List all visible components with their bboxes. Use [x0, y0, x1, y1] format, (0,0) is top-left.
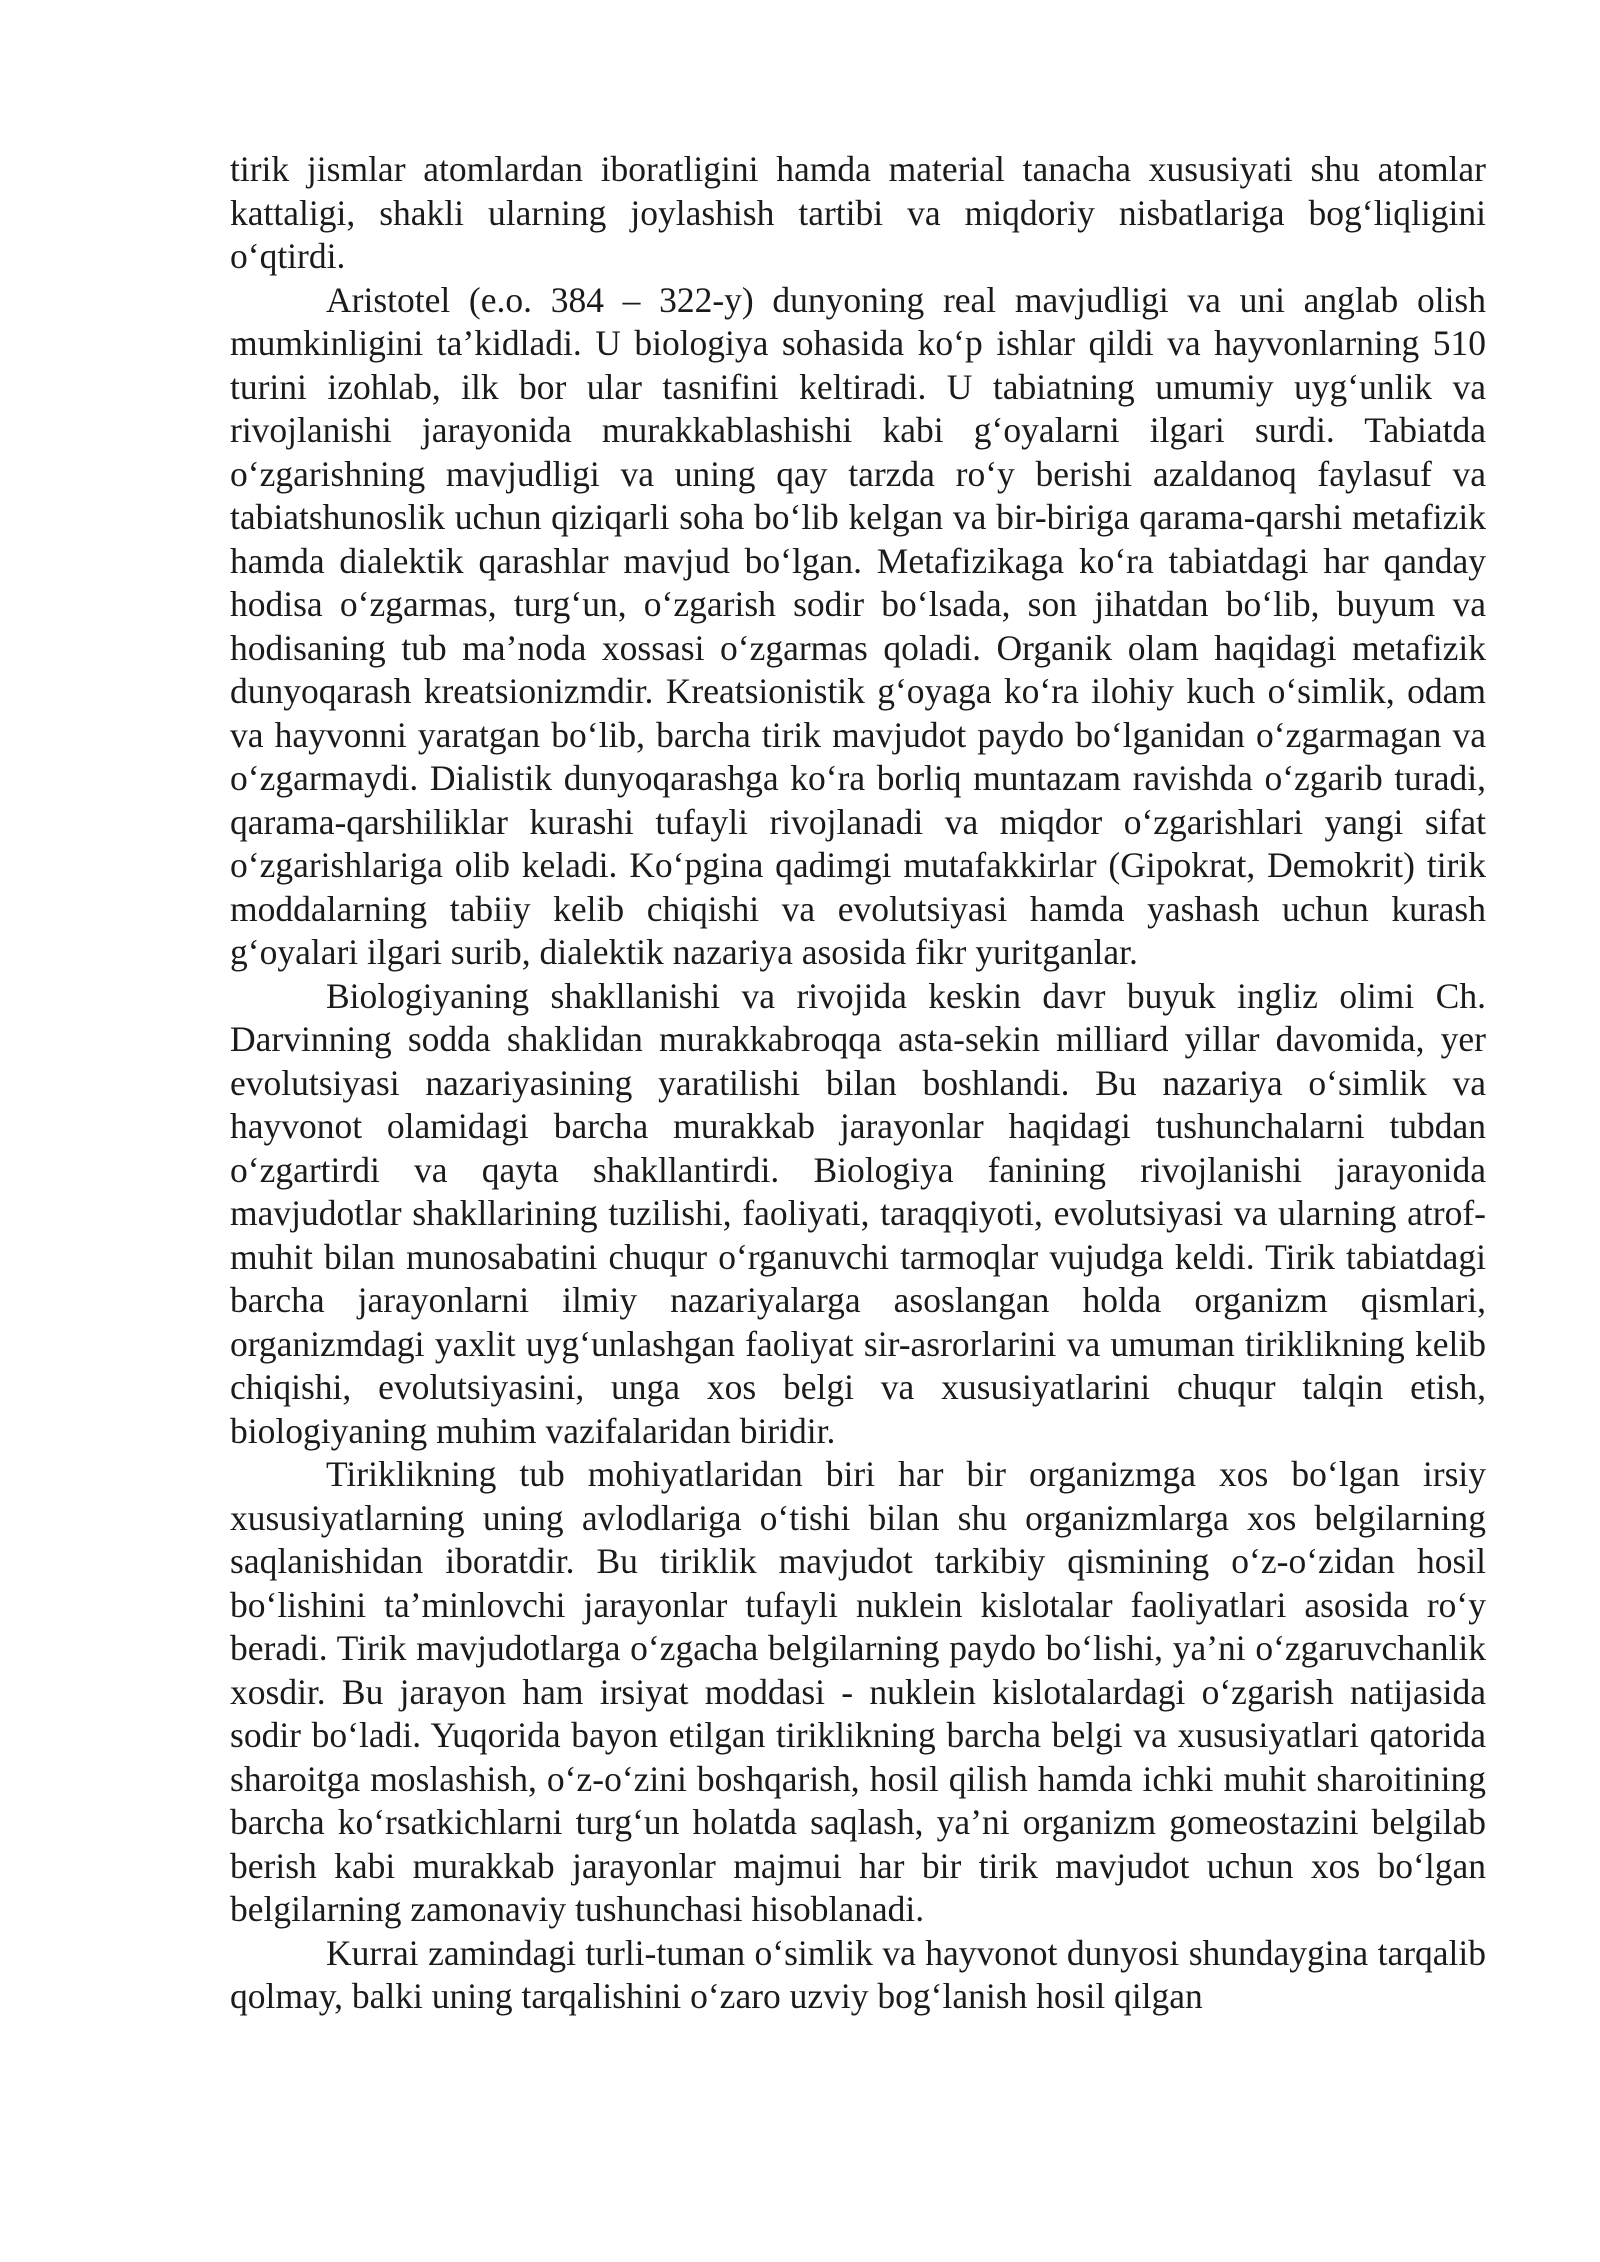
- paragraph-tiriklik-mohiyati: Tiriklikning tub mohiyatlaridan biri har bir organizmga xos bo‘lgan irsiy xususiyatlarning uning avlodlariga o‘tishi bilan shu organizmlarga xos belgilarning saqlanishidan iboratdir. Bu tiriklik mavjudot tarkibiy qismining o‘z-o‘zidan hosil bo‘lishini ta’minlovchi jarayonlar tufayli nuklein kislotalar faoliyatlari asosida ro‘y beradi. Tirik mavjudotlarga o‘zgacha belgilarning paydo bo‘lishi, ya’ni o‘zgaruvchanlik xosdir. Bu jarayon ham irsiyat moddasi - nuklein kislotalardagi o‘zgarish natijasida sodir bo‘ladi. Yuqorida bayon etilgan tiriklikning barcha belgi va xususiyatlari qatorida sharoitga moslashish, o‘z-o‘zini boshqarish, hosil qilish hamda ichki muhit sharoitining barcha ko‘rsatkichlarni turg‘un holatda saqlash, ya’ni organizm gomeostazini belgilab berish kabi murakkab jarayonlar majmui har bir tirik mavjudot uchun xos bo‘lgan belgilarning zamonaviy tushunchasi hisoblanadi.: [230, 1454, 1486, 1929]
- document-page: [230, 148, 1486, 2019]
- paragraph-aristotel: Aristotel (e.o. 384 – 322-y) dunyoning real mavjudligi va uni anglab olish mumkinligini ta’kidladi. U biologiya sohasida ko‘p ishlar qildi va hayvonlarning 510 turini izohlab, ilk bor ular tasnifini keltiradi. U tabiatning umumiy uyg‘unlik va rivojlanishi jarayonida murakkablashishi kabi g‘oyalarni ilgari surdi. Tabiatda o‘zgarishning mavjudligi va uning qay tarzda ro‘y berishi azaldanoq faylasuf va tabiatshunoslik uchun qiziqarli soha bo‘lib kelgan va bir-biriga qarama-qarshi metafizik hamda dialektik qarashlar mavjud bo‘lgan. Metafizikaga ko‘ra tabiatdagi har qanday hodisa o‘zgarmas, turg‘un, o‘zgarish sodir bo‘lsada, son jihatdan bo‘lib, buyum va hodisaning tub ma’noda xossasi o‘zgarmas qoladi. Organik olam haqidagi metafizik dunyoqarash kreatsionizmdir. Kreatsionistik g‘oyaga ko‘ra ilohiy kuch o‘simlik, odam va hayvonni yaratgan bo‘lib, barcha tirik mavjudot paydo bo‘lganidan o‘zgarmagan va o‘zgarmaydi. Dialistik dunyoqarashga ko‘ra borliq muntazam ravishda o‘zgarib turadi, qarama-qarshiliklar kurashi tufayli rivojlanadi va miqdor o‘zgarishlari yangi sifat o‘zgarishlariga olib keladi. Ko‘pgina qadimgi mutafakkirlar (Gipokrat, Demokrit) tirik moddalarning tabiiy kelib chiqishi va evolutsiyasi hamda yashash uchun kurash g‘oyalari ilgari surib, dialektik nazariya asosida fikr yuritganlar.: [230, 279, 1486, 972]
- paragraph-biologiya-darvin: Biologiyaning shakllanishi va rivojida keskin davr buyuk ingliz olimi Ch. Darvinning sodda shaklidan murakkabroqqa asta-sekin milliard yillar davomida, yer evolutsiyasi nazariyasining yaratilishi bilan boshlandi. Bu nazariya o‘simlik va hayvonot olamidagi barcha murakkab jarayonlar haqidagi tushunchalarni tubdan o‘zgartirdi va qayta shakllantirdi. Biologiya fanining rivojlanishi jarayonida mavjudotlar shakllarining tuzilishi, faoliyati, taraqqiyoti, evolutsiyasi va ularning atrof-muhit bilan munosabatini chuqur o‘rganuvchi tarmoqlar vujudga keldi. Tirik tabiatdagi barcha jarayonlarni ilmiy nazariyalarga asoslangan holda organizm qismlari, organizmdagi yaxlit uyg‘unlashgan faoliyat sir-asrorlarini va umuman tiriklikning kelib chiqishi, evolutsiyasini, unga xos belgi va xususiyatlarini chuqur talqin etish, biologiyaning muhim vazifalaridan biridir.: [230, 975, 1486, 1451]
- paragraph-kurrai-zamin: Kurrai zamindagi turli-tuman o‘simlik va hayvonot dunyosi shundaygina tarqalib qolmay, balki uning tarqalishini o‘zaro uzviy bog‘lanish hosil qilgan: [230, 1932, 1486, 2016]
- paragraph-continuation: tirik jismlar atomlardan iboratligini hamda material tanacha xususiyati shu atomlar kattaligi, shakli ularning joylashish tartibi va miqdoriy nisbatlariga bog‘liqligini o‘qtirdi.: [230, 149, 1486, 276]
